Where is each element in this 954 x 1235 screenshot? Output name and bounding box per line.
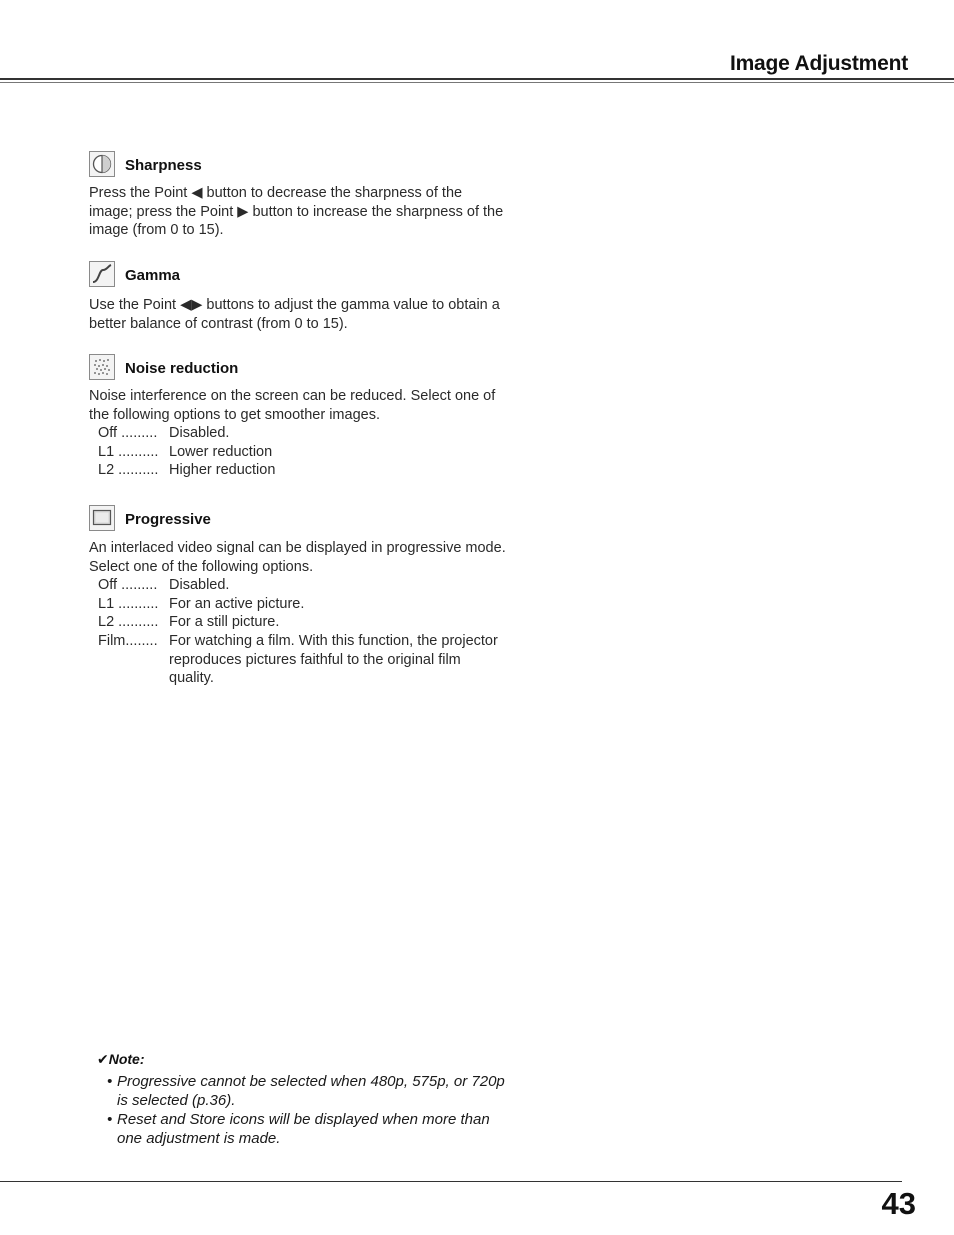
option-value: Disabled.: [169, 425, 230, 442]
option-value: Higher reduction: [169, 462, 276, 479]
option-key: Off .........: [98, 577, 158, 594]
section-paragraph: Press the Point ◀ button to decrease the sharpness of the image; press the Point ▶ button to increase the sharpness of the image (from 0 to 15).: [89, 185, 504, 239]
option-key: L2 ..........: [98, 462, 159, 479]
note-heading: ✔Note:: [97, 1051, 145, 1067]
option-value: For an active picture.: [169, 595, 305, 612]
section-sharpness: [89, 151, 509, 240]
option-row: [89, 461, 509, 480]
section-title: Sharpness: [125, 157, 202, 174]
option-row: [89, 632, 509, 688]
section-gamma: [89, 261, 509, 333]
option-key: Off .........: [98, 425, 158, 442]
section-paragraph: An interlaced video signal can be displayed in progressive mode. Select one of the following options.: [89, 540, 506, 575]
section-progressive: [89, 505, 509, 688]
note-bullet: •: [107, 1111, 113, 1128]
option-key: L2 ..........: [98, 614, 159, 631]
section-title: Progressive: [125, 511, 211, 528]
option-value: For watching a film. With this function, the projector reproduces pictures faithful to the original film quality.: [169, 632, 498, 687]
noise-reduction-icon: [89, 354, 115, 380]
section-title: Noise reduction: [125, 360, 239, 377]
option-key: Film........: [98, 632, 158, 649]
header-rule: [0, 78, 954, 80]
section-paragraph: Noise interference on the screen can be reduced. Select one of the following options to get smoother images.: [89, 388, 496, 423]
option-key: L1 ..........: [98, 595, 159, 612]
gamma-icon: [89, 261, 115, 287]
option-value: For a still picture.: [169, 614, 280, 631]
page-title: Image Adjustment: [729, 52, 908, 75]
note-text: Progressive cannot be selected when 480p, 575p, or 720p is selected (p.36).: [117, 1073, 505, 1109]
section-paragraph: Use the Point ◀▶ buttons to adjust the gamma value to obtain a better balance of contrast (from 0 to 15).: [89, 297, 500, 332]
note-item: [97, 1072, 517, 1110]
option-value: Lower reduction: [169, 443, 273, 460]
section-noise-reduction: [89, 354, 509, 480]
option-row: [89, 595, 509, 614]
option-key: L1 ..........: [98, 443, 159, 460]
option-row: [89, 613, 509, 632]
option-row: [89, 424, 509, 443]
note-item: [97, 1110, 517, 1148]
note-bullet: •: [107, 1073, 113, 1090]
option-value: Disabled.: [169, 577, 230, 594]
option-row: [89, 576, 509, 595]
note-text: Reset and Store icons will be displayed when more than one adjustment is made.: [117, 1111, 490, 1147]
footer-rule: [0, 1181, 902, 1182]
header-rule-thin: [0, 82, 954, 83]
note-box: [97, 1051, 517, 1148]
progressive-icon: [89, 505, 115, 531]
sharpness-icon: [89, 151, 115, 177]
section-title: Gamma: [125, 267, 181, 284]
option-row: [89, 443, 509, 462]
page-number: 43: [881, 1186, 916, 1221]
